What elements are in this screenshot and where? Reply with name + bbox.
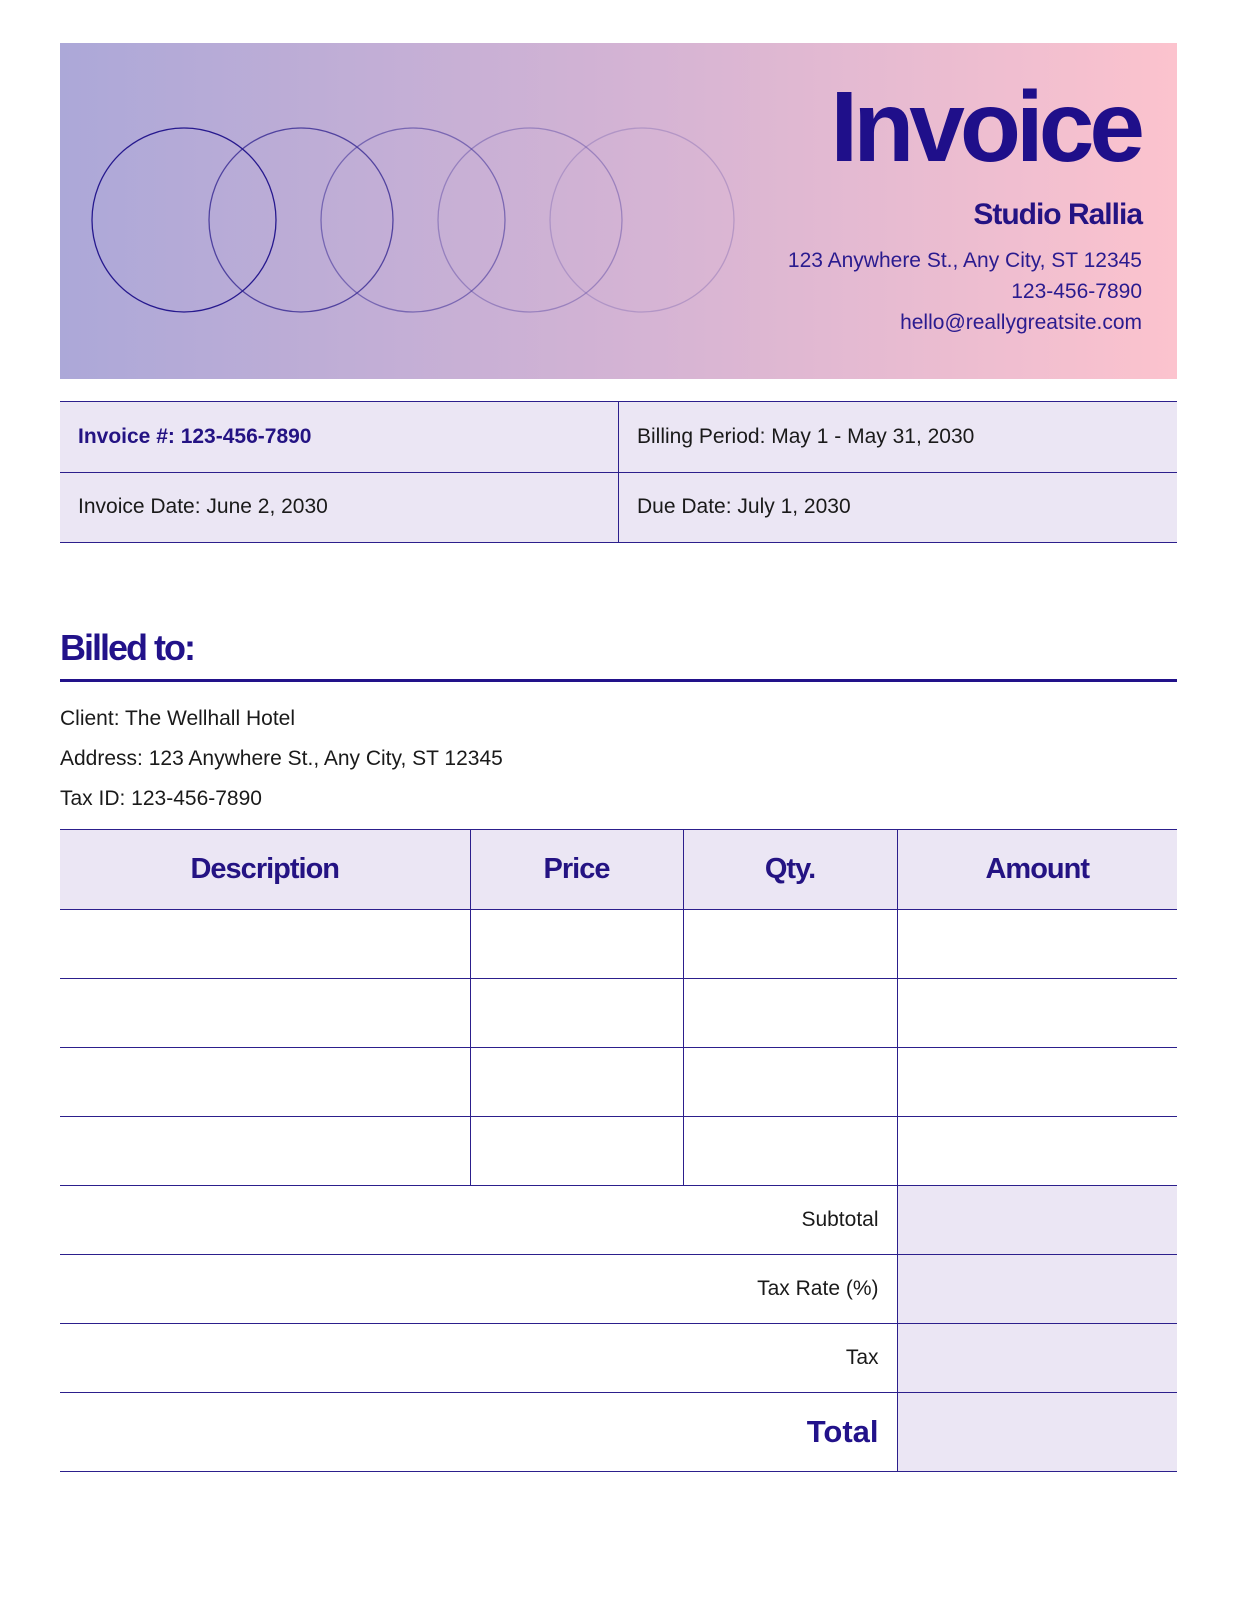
- amount-cell[interactable]: [897, 910, 1177, 979]
- column-header-price: Price: [470, 830, 683, 910]
- line-items-table: [60, 829, 1177, 1472]
- qty-cell[interactable]: [683, 1048, 897, 1117]
- description-cell[interactable]: [60, 979, 470, 1048]
- price-cell[interactable]: [470, 1117, 683, 1186]
- invoice-date: Invoice Date: June 2, 2030: [60, 472, 619, 543]
- ring-2: [209, 128, 393, 312]
- invoice-title: Invoice: [830, 71, 1140, 183]
- qty-cell[interactable]: [683, 979, 897, 1048]
- company-phone: 123-456-7890: [1011, 280, 1142, 303]
- tax-rate-value[interactable]: [897, 1255, 1177, 1324]
- price-cell[interactable]: [470, 979, 683, 1048]
- table-header-row: [60, 830, 1177, 910]
- due-date: Due Date: July 1, 2030: [619, 472, 1178, 543]
- client-address: Address: 123 Anywhere St., Any City, ST 12345: [60, 747, 503, 770]
- total-label: Total: [60, 1393, 897, 1472]
- ring-4: [438, 128, 622, 312]
- price-cell[interactable]: [470, 1048, 683, 1117]
- overlapping-rings-decoration: [60, 43, 820, 379]
- company-email: hello@reallygreatsite.com: [900, 311, 1142, 334]
- billed-to-divider: [60, 679, 1177, 682]
- invoice-number: Invoice #: 123-456-7890: [60, 402, 619, 473]
- tax-label: Tax: [60, 1324, 897, 1393]
- client-tax-id: Tax ID: 123-456-7890: [60, 787, 262, 810]
- subtotal-label: Subtotal: [60, 1186, 897, 1255]
- company-contact: [788, 245, 1142, 338]
- amount-cell[interactable]: [897, 1117, 1177, 1186]
- amount-cell[interactable]: [897, 979, 1177, 1048]
- tax-rate-row: [60, 1255, 1177, 1324]
- invoice-header: [60, 43, 1177, 379]
- description-cell[interactable]: [60, 910, 470, 979]
- table-row: [60, 910, 1177, 979]
- company-address: 123 Anywhere St., Any City, ST 12345: [787, 249, 1142, 272]
- price-cell[interactable]: [470, 910, 683, 979]
- ring-5: [550, 128, 734, 312]
- subtotal-value[interactable]: [897, 1186, 1177, 1255]
- tax-rate-label: Tax Rate (%): [60, 1255, 897, 1324]
- subtotal-row: [60, 1186, 1177, 1255]
- description-cell[interactable]: [60, 1048, 470, 1117]
- client-details: [60, 699, 503, 819]
- table-row: [60, 1048, 1177, 1117]
- total-row: [60, 1393, 1177, 1472]
- total-value[interactable]: [897, 1393, 1177, 1472]
- column-header-description: Description: [60, 830, 470, 910]
- tax-row: [60, 1324, 1177, 1393]
- table-row: [60, 979, 1177, 1048]
- billed-to-heading: Billed to:: [60, 627, 194, 668]
- ring-1: [92, 128, 276, 312]
- company-name: Studio Rallia: [973, 198, 1142, 231]
- description-cell[interactable]: [60, 1117, 470, 1186]
- invoice-meta-table: [60, 401, 1177, 543]
- client-name: Client: The Wellhall Hotel: [60, 707, 295, 730]
- tax-value[interactable]: [897, 1324, 1177, 1393]
- qty-cell[interactable]: [683, 1117, 897, 1186]
- table-row: [60, 1117, 1177, 1186]
- amount-cell[interactable]: [897, 1048, 1177, 1117]
- ring-3: [321, 128, 505, 312]
- column-header-qty: Qty.: [683, 830, 897, 910]
- billing-period: Billing Period: May 1 - May 31, 2030: [619, 402, 1178, 473]
- column-header-amount: Amount: [897, 830, 1177, 910]
- qty-cell[interactable]: [683, 910, 897, 979]
